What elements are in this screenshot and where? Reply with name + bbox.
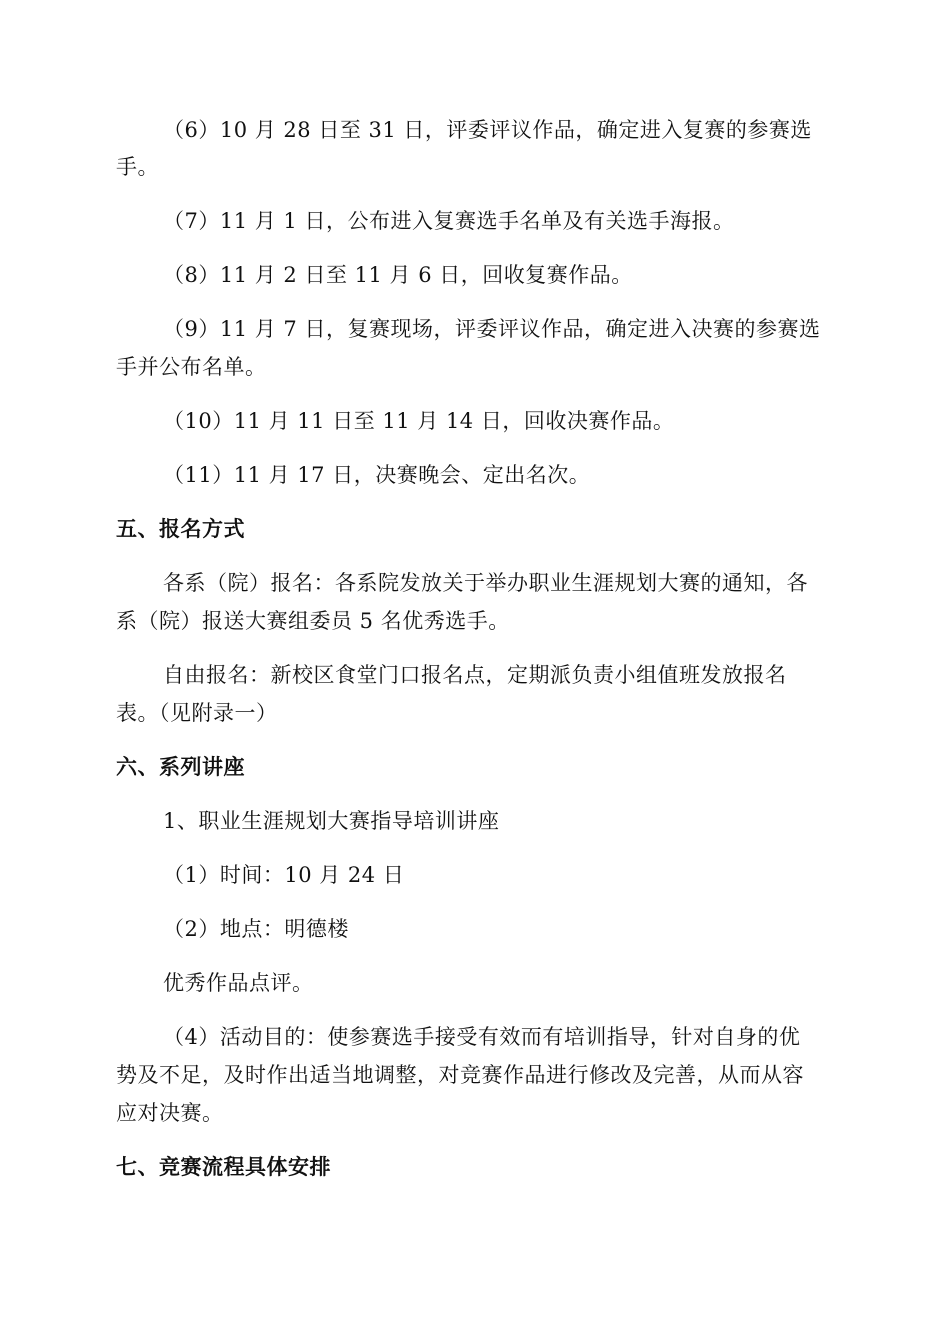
schedule-item-6-line-2: 手。 <box>116 155 159 179</box>
lecture-review: 优秀作品点评。 <box>163 971 314 995</box>
schedule-item-8: （8）11 月 2 日至 11 月 6 日，回收复赛作品。 <box>163 263 633 287</box>
schedule-item-10: （10）11 月 11 日至 11 月 14 日，回收决赛作品。 <box>163 409 675 433</box>
schedule-item-7: （7）11 月 1 日，公布进入复赛选手名单及有关选手海报。 <box>163 209 735 233</box>
lecture-purpose-line-1: （4）活动目的：使参赛选手接受有效而有培训指导，针对自身的优 <box>163 1025 801 1049</box>
registration-free-line-1: 自由报名：新校区食堂门口报名点，定期派负责小组值班发放报名 <box>163 663 787 687</box>
registration-free-line-2: 表。（见附录一） <box>116 701 278 725</box>
schedule-item-9-line-2: 手并公布名单。 <box>116 355 267 379</box>
schedule-item-11: （11）11 月 17 日，决赛晚会、定出名次。 <box>163 463 591 487</box>
lecture-location: （2）地点：明德楼 <box>163 917 349 941</box>
lecture-title: 1、职业生涯规划大赛指导培训讲座 <box>163 809 500 833</box>
lecture-purpose-line-2: 势及不足，及时作出适当地调整，对竞赛作品进行修改及完善，从而从容 <box>116 1063 804 1087</box>
lecture-purpose-line-3: 应对决赛。 <box>116 1101 224 1125</box>
registration-department-line-1: 各系（院）报名：各系院发放关于举办职业生涯规划大赛的通知，各 <box>163 571 808 595</box>
lecture-time: （1）时间：10 月 24 日 <box>163 863 405 887</box>
section-heading-competition-process: 七、竞赛流程具体安排 <box>116 1155 331 1179</box>
schedule-item-6-line-1: （6）10 月 28 日至 31 日，评委评议作品，确定进入复赛的参赛选 <box>163 118 812 142</box>
schedule-item-9-line-1: （9）11 月 7 日，复赛现场，评委评议作品，确定进入决赛的参赛选 <box>163 317 821 341</box>
section-heading-registration: 五、报名方式 <box>116 517 245 541</box>
section-heading-lectures: 六、系列讲座 <box>116 755 245 779</box>
registration-department-line-2: 系（院）报送大赛组委员 5 名优秀选手。 <box>116 609 510 633</box>
